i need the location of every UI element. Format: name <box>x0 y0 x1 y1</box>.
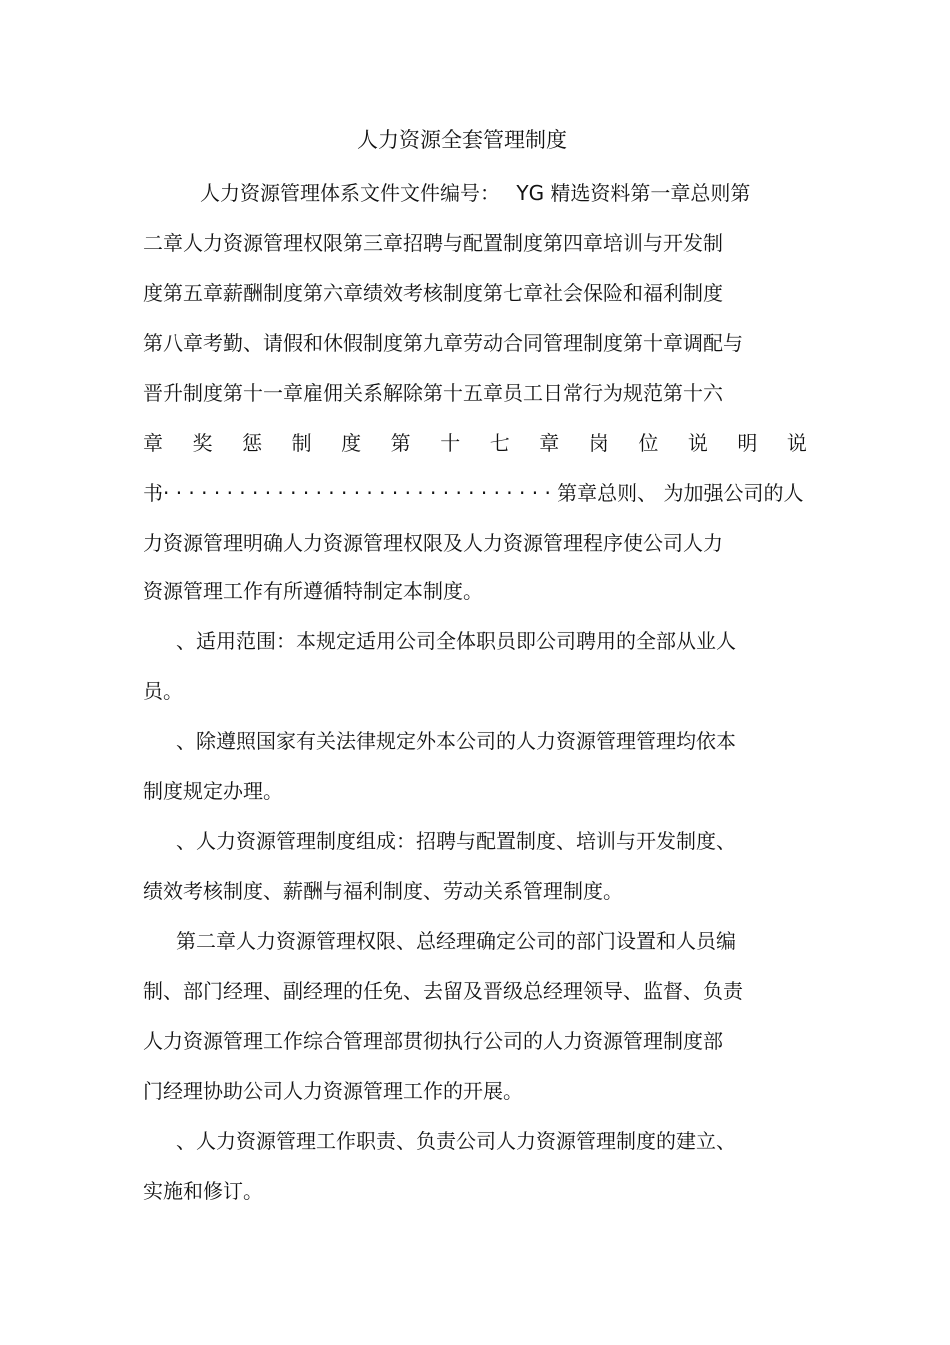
justified-char: 位 <box>638 431 659 455</box>
justified-char: 第 <box>390 431 411 455</box>
justified-char: 章 <box>143 431 163 455</box>
paragraph-line: 制、部门经理、副经理的任免、去留及晋级总经理领导、监督、负责 <box>143 979 743 1003</box>
document-title: 人力资源全套管理制度 <box>357 128 567 152</box>
justified-char: 七 <box>489 431 510 455</box>
paragraph-line: 二章人力资源管理权限第三章招聘与配置制度第四章培训与开发制 <box>143 231 723 255</box>
justified-char: 岗 <box>588 431 609 455</box>
justified-char: 章 <box>539 431 560 455</box>
justified-char: 奖 <box>192 431 213 455</box>
paragraph-line: 第二章人力资源管理权限、总经理确定公司的部门设置和人员编 <box>176 929 736 953</box>
paragraph-line: 资源管理工作有所遵循特制定本制度。 <box>143 579 483 603</box>
paragraph-line: 门经理协助公司人力资源管理工作的开展。 <box>143 1079 523 1103</box>
paragraph-line: 第八章考勤、请假和休假制度第九章劳动合同管理制度第十章调配与 <box>143 331 743 355</box>
paragraph-line: 力资源管理明确人力资源管理权限及人力资源管理程序使公司人力 <box>143 531 723 555</box>
paragraph-line: 制度规定办理。 <box>143 779 283 803</box>
justified-char: 惩 <box>242 431 263 455</box>
paragraph-line: 、适用范围：本规定适用公司全体职员即公司聘用的全部从业人 <box>176 629 736 653</box>
paragraph-line: 、人力资源管理制度组成：招聘与配置制度、培训与开发制度、 <box>176 829 736 853</box>
paragraph-line: 、人力资源管理工作职责、负责公司人力资源管理制度的建立、 <box>176 1129 736 1153</box>
paragraph-line: 度第五章薪酬制度第六章绩效考核制度第七章社会保险和福利制度 <box>143 281 723 305</box>
paragraph-line: 实施和修订。 <box>143 1179 263 1203</box>
justified-line <box>143 428 807 458</box>
justified-char: 说 <box>687 431 708 455</box>
paragraph-line: 员。 <box>143 679 183 703</box>
paragraph-line: 晋升制度第十一章雇佣关系解除第十五章员工日常行为规范第十六 <box>143 381 723 405</box>
paragraph-line: 人力资源管理体系文件文件编号： YG 精选资料第一章总则第 <box>200 181 751 205</box>
justified-char: 制 <box>291 431 312 455</box>
paragraph-line: 、除遵照国家有关法律规定外本公司的人力资源管理管理均依本 <box>176 729 736 753</box>
justified-char: 度 <box>341 431 362 455</box>
paragraph-line: 书· · · · · · · · · · · · · · · · · · · · · · · · · · · · · · · 第章总则、 为加强公司的人 <box>143 481 804 505</box>
justified-char: 说 <box>786 431 807 455</box>
paragraph-line: 绩效考核制度、薪酬与福利制度、劳动关系管理制度。 <box>143 879 623 903</box>
justified-char: 明 <box>737 431 758 455</box>
justified-char: 十 <box>440 431 461 455</box>
paragraph-line: 人力资源管理工作综合管理部贯彻执行公司的人力资源管理制度部 <box>143 1029 723 1053</box>
